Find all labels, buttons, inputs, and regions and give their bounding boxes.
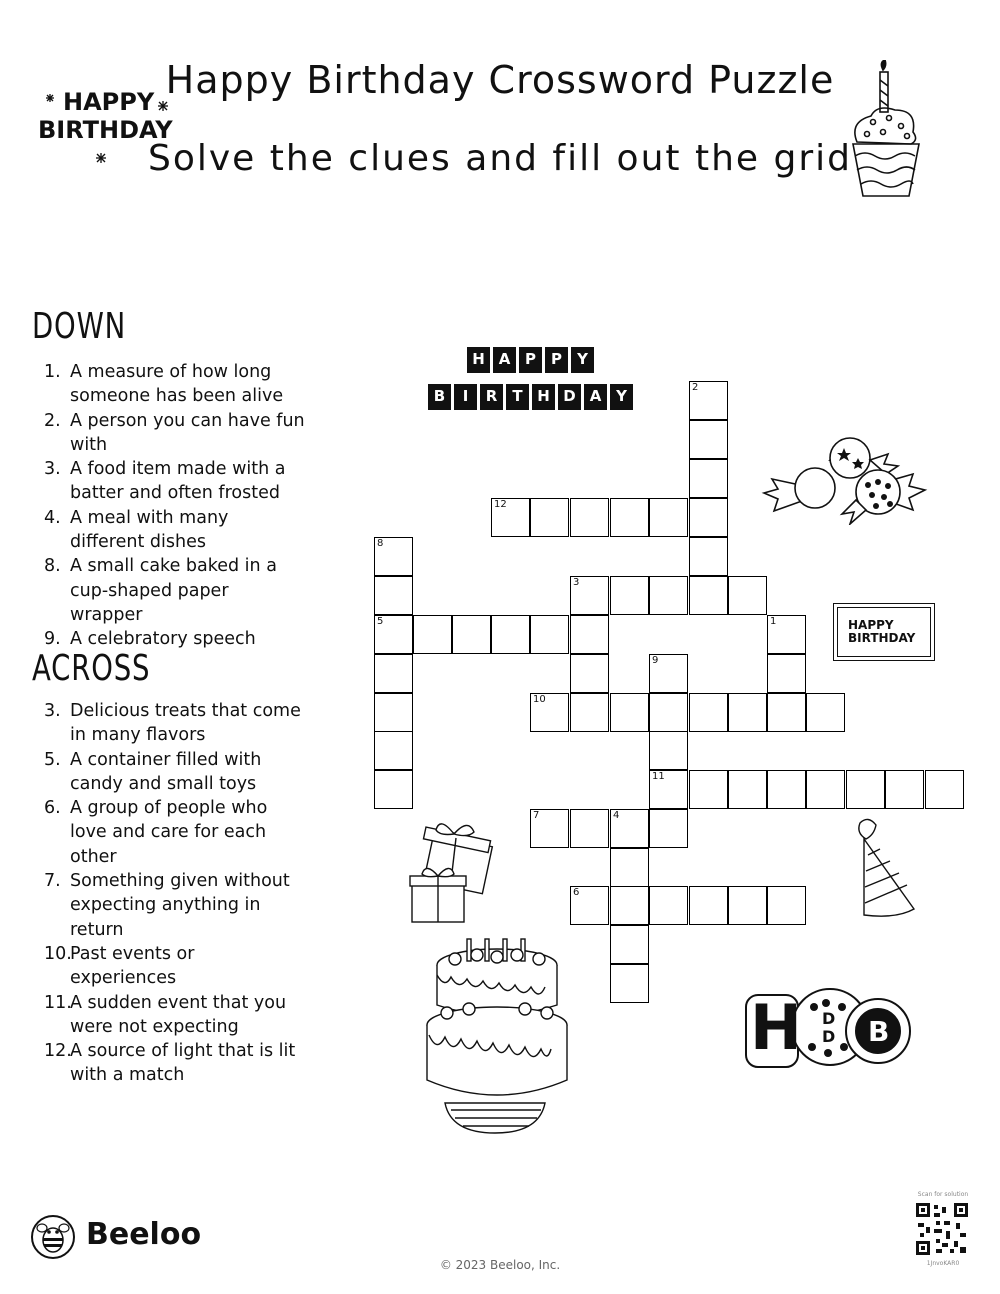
grid-cell[interactable]	[570, 615, 609, 654]
grid-cell[interactable]	[649, 886, 688, 925]
qr-code-icon[interactable]	[916, 1203, 968, 1255]
clue-number-label: 1	[770, 616, 777, 627]
qr-code-id: 1JnvoKAR0	[926, 1260, 960, 1267]
grid-cell[interactable]	[570, 886, 609, 925]
clue-number: 12.	[44, 1041, 72, 1062]
clue-number-label: 5	[377, 616, 384, 627]
grid-cell[interactable]	[570, 693, 609, 732]
grid-cell[interactable]	[610, 848, 649, 887]
grid-cell[interactable]	[728, 886, 767, 925]
grid-cell[interactable]	[374, 576, 413, 615]
qr-caption: Scan for solution	[917, 1191, 969, 1198]
banner-letter: D	[558, 384, 581, 410]
clue-number: 6.	[44, 798, 61, 819]
grid-cell[interactable]	[374, 537, 413, 576]
banner-letter: I	[454, 384, 477, 410]
clue-text: A celebratory speech	[70, 629, 256, 650]
clue-number: 8.	[44, 556, 61, 577]
grid-cell[interactable]	[925, 770, 964, 809]
clue-number-label: 6	[573, 887, 580, 898]
clue-number: 7.	[44, 871, 61, 892]
hbd-b: B	[868, 1015, 890, 1048]
banner-letter: P	[519, 347, 542, 373]
clue-number: 3.	[44, 701, 61, 721]
clue-text: A container filled with candy and small toys	[70, 749, 262, 794]
clue-text: A sudden event that you were not expecting	[70, 992, 287, 1037]
clue-text: A source of light that is lit with a match	[70, 1041, 296, 1086]
logo-happy-text: HAPPY	[63, 88, 155, 116]
grid-cell[interactable]	[806, 693, 845, 732]
grid-cell[interactable]	[649, 498, 688, 537]
grid-cell[interactable]	[806, 770, 845, 809]
banner-letter: H	[532, 384, 555, 410]
grid-cell[interactable]	[374, 770, 413, 809]
clue-number-label: 2	[692, 382, 699, 393]
down-clue-list	[44, 360, 306, 652]
grid-cell[interactable]	[530, 615, 569, 654]
grid-cell[interactable]	[570, 654, 609, 693]
clue-number-label: 11	[652, 771, 665, 782]
grid-cell[interactable]	[689, 886, 728, 925]
grid-cell[interactable]	[610, 576, 649, 615]
sign-line-2: BIRTHDAY	[848, 631, 916, 645]
grid-cell[interactable]	[374, 693, 413, 732]
grid-cell[interactable]	[689, 381, 728, 420]
grid-cell[interactable]	[530, 693, 569, 732]
across-clue	[44, 796, 306, 869]
grid-cell[interactable]	[846, 770, 885, 809]
clue-text: Delicious treats that come in many flavors	[70, 701, 301, 746]
happy-birthday-sign	[833, 603, 935, 661]
grid-cell[interactable]	[728, 770, 767, 809]
clue-number: 11.	[44, 992, 72, 1013]
grid-cell[interactable]	[649, 770, 688, 809]
across-heading: ACROSS	[32, 648, 151, 689]
across-clue	[44, 1039, 306, 1088]
grid-cell[interactable]	[610, 693, 649, 732]
grid-cell[interactable]	[767, 886, 806, 925]
banner-letter: A	[493, 347, 516, 373]
grid-cell[interactable]	[728, 576, 767, 615]
grid-cell[interactable]	[374, 731, 413, 770]
birthday-cake-icon	[425, 935, 570, 1135]
clue-text: A food item made with a batter and often frosted	[70, 459, 286, 504]
grid-cell[interactable]	[767, 615, 806, 654]
clue-text: A meal with many different dishes	[70, 507, 229, 553]
clue-text: A group of people who love and care for each other	[70, 798, 268, 867]
grid-cell[interactable]	[413, 615, 452, 654]
banner-letter: T	[506, 384, 529, 410]
clue-number: 5.	[44, 749, 61, 770]
grid-cell[interactable]	[570, 576, 609, 615]
grid-cell[interactable]	[570, 498, 609, 537]
grid-cell[interactable]	[491, 498, 530, 537]
grid-cell[interactable]	[452, 615, 491, 654]
sign-line-1: HAPPY	[848, 618, 894, 632]
down-clue	[44, 409, 306, 458]
across-clue	[44, 748, 306, 797]
across-clue	[44, 869, 306, 942]
gift-boxes-icon	[408, 820, 503, 925]
grid-cell[interactable]	[689, 537, 728, 576]
grid-cell[interactable]	[689, 459, 728, 498]
grid-cell[interactable]	[728, 693, 767, 732]
grid-cell[interactable]	[610, 498, 649, 537]
grid-cell[interactable]	[649, 809, 688, 848]
grid-cell[interactable]	[649, 576, 688, 615]
clue-text: A person you can have fun with	[70, 410, 305, 455]
clue-number-label: 12	[494, 499, 507, 510]
grid-cell[interactable]	[689, 498, 728, 537]
across-clue	[44, 699, 306, 748]
clue-text: A small cake baked in a cup-shaped paper wrapper	[70, 556, 277, 625]
grid-cell[interactable]	[885, 770, 924, 809]
down-clue	[44, 554, 306, 627]
clue-text: Past events or experiences	[70, 943, 195, 989]
hbd-d-upper: D	[822, 1009, 836, 1028]
party-hat-icon	[850, 815, 920, 920]
clue-number: 3.	[44, 459, 61, 480]
clue-number-label: 3	[573, 577, 580, 588]
grid-cell[interactable]	[374, 654, 413, 693]
hbd-d-lower: D	[822, 1027, 836, 1046]
clue-text: A measure of how long someone has been alive	[70, 362, 284, 407]
clue-number-label: 8	[377, 538, 384, 549]
grid-cell[interactable]	[689, 576, 728, 615]
clue-number-label: 10	[533, 694, 546, 705]
banner-letter: H	[467, 347, 490, 373]
clue-number-label: 7	[533, 810, 540, 821]
grid-cell[interactable]	[610, 925, 649, 964]
grid-cell[interactable]	[767, 693, 806, 732]
clue-number-label: 4	[613, 810, 620, 821]
grid-cell[interactable]	[767, 654, 806, 693]
clue-number-label: 9	[652, 655, 659, 666]
grid-cell[interactable]	[530, 809, 569, 848]
brand-name: Beeloo	[86, 1217, 202, 1252]
candy-icon	[760, 430, 940, 525]
page-subtitle: Solve the clues and fill out the grid	[148, 138, 852, 179]
banner-letter: A	[584, 384, 607, 410]
across-clue	[44, 991, 306, 1040]
clue-number: 9.	[44, 629, 61, 650]
banner-letter: P	[545, 347, 568, 373]
grid-cell[interactable]	[610, 964, 649, 1003]
across-clue-list	[44, 699, 306, 1088]
grid-cell[interactable]	[374, 615, 413, 654]
logo-birthday-text: BIRTHDAY	[38, 116, 173, 144]
page-title: Happy Birthday Crossword Puzzle	[165, 58, 835, 102]
hbd-h: H	[750, 991, 802, 1064]
grid-cell[interactable]	[649, 731, 688, 770]
grid-cell[interactable]	[689, 693, 728, 732]
grid-cell[interactable]	[767, 770, 806, 809]
banner-letter: R	[480, 384, 503, 410]
clue-number: 2.	[44, 410, 61, 431]
clue-number: 4.	[44, 507, 61, 528]
clue-number: 1.	[44, 362, 61, 382]
grid-cell[interactable]	[649, 693, 688, 732]
down-clue	[44, 360, 306, 409]
banner-letter: B	[428, 384, 451, 410]
grid-cell[interactable]	[610, 809, 649, 848]
grid-cell[interactable]	[649, 654, 688, 693]
bee-logo-icon	[30, 1214, 76, 1260]
banner-letter: Y	[571, 347, 594, 373]
down-clue	[44, 457, 306, 506]
grid-cell[interactable]	[570, 809, 609, 848]
grid-cell[interactable]	[610, 886, 649, 925]
across-clue	[44, 942, 306, 991]
clue-text: Something given without expecting anything in return	[70, 871, 290, 940]
grid-cell[interactable]	[689, 420, 728, 459]
banner-letter: Y	[610, 384, 633, 410]
copyright: © 2023 Beeloo, Inc.	[439, 1258, 561, 1272]
cupcake-icon	[845, 60, 925, 200]
hbd-sticker	[742, 985, 912, 1075]
clue-number: 10.	[44, 943, 72, 964]
grid-cell[interactable]	[491, 615, 530, 654]
down-heading: DOWN	[32, 306, 127, 347]
grid-cell[interactable]	[689, 770, 728, 809]
down-clue	[44, 506, 306, 555]
grid-cell[interactable]	[530, 498, 569, 537]
